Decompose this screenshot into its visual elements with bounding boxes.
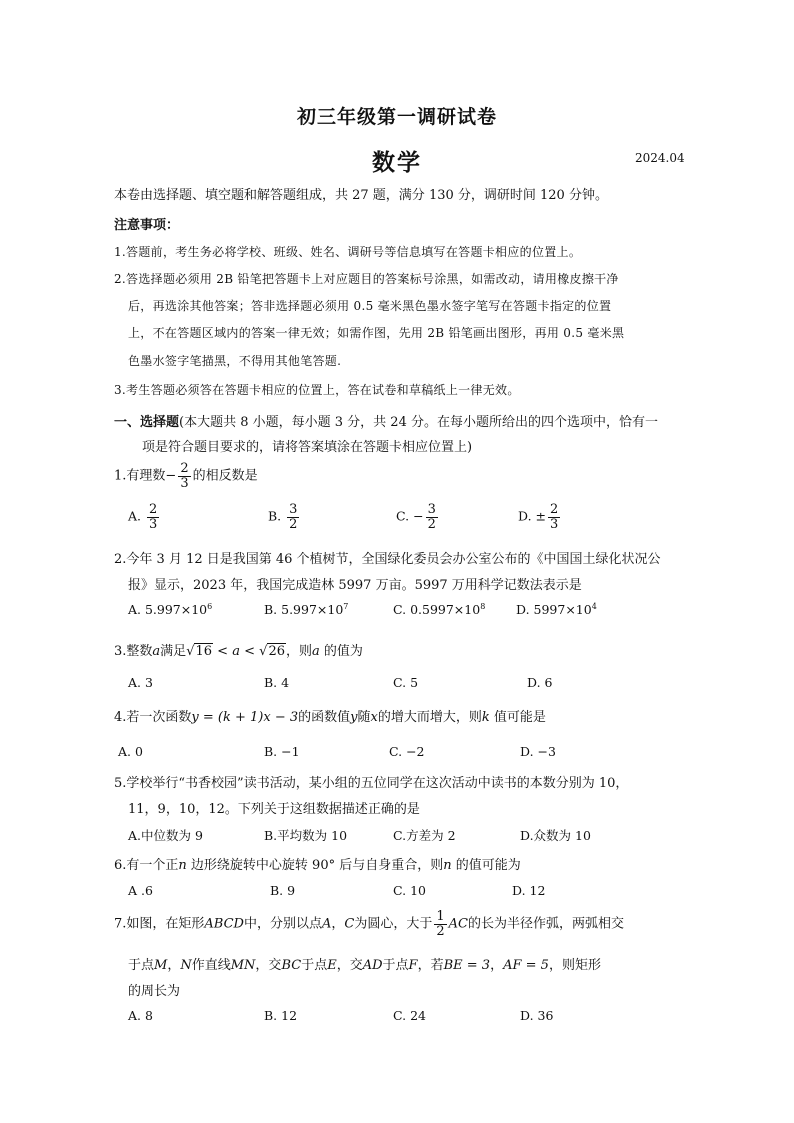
q7-text-3: ， (331, 916, 345, 932)
section-1-name: 选择题 (140, 415, 180, 430)
q1-option-a-fraction (147, 503, 159, 531)
q3-text-post2: 的值为 (319, 644, 363, 659)
q5-option-b: B.平均数为 10 (264, 828, 348, 843)
q4-text: 4.若一次函数 (114, 710, 192, 725)
q1-c-num: 3 (427, 502, 436, 517)
question-7-line2 (128, 954, 601, 973)
q2-option-d (516, 602, 597, 617)
question-4 (114, 706, 546, 725)
question-1 (114, 462, 258, 490)
q1-b-num: 3 (289, 502, 298, 517)
q4-var-y: y (350, 710, 358, 725)
q4-option-d: D. −3 (520, 744, 556, 759)
q7-option-c: C. 24 (393, 1008, 426, 1023)
q4-text-post: 值可能是 (489, 710, 546, 725)
q7-text-4: 为圆心，大于 (354, 916, 433, 932)
q7-text-6: 于点 (128, 958, 155, 973)
question-2-line2: 报》显示，2023 年，我国完成造林 5997 万亩。5997 万用科学记数法表示是 (128, 578, 582, 593)
question-3 (114, 640, 363, 659)
exam-intro: 本卷由选择题、填空题和解答题组成，共 27 题，满分 130 分，调研时间 120 分钟。 (114, 188, 608, 203)
q1-option-d-fraction (548, 503, 560, 531)
q3-var-a3: a (312, 644, 320, 659)
q7-point-e: E (327, 958, 337, 973)
q4-text-mid3: 的增大而增大，则 (377, 710, 482, 725)
q2-option-c-exp: 8 (480, 602, 486, 611)
q2-option-a-text: A. 5.997×10 (128, 602, 208, 618)
q1-option-d-sign: ± (535, 508, 547, 524)
q1-option-c-sign: − (413, 508, 424, 524)
q2-option-c-text: C. 0.5997×10 (393, 602, 481, 618)
q2-option-d-text: D. 5997×10 (516, 602, 592, 618)
subject-title: 数学 (372, 149, 422, 176)
question-2-line1: 2.今年 3 月 12 日是我国第 46 个植树节，全国绿化委员会办公室公布的《中国国土绿化状况公 (114, 552, 661, 567)
q7-text-12: 于点 (382, 958, 409, 973)
exam-date: 2024.04 (635, 151, 685, 165)
q7-text-2: 中，分别以点 (243, 916, 322, 932)
q1-d-den: 3 (550, 516, 559, 532)
q4-text-mid: 的函数值 (298, 710, 351, 725)
q7-text-8: 作直线 (191, 958, 231, 973)
q2-option-d-exp: 4 (591, 602, 597, 611)
q6-option-d: D. 12 (512, 883, 546, 898)
q1-text: 1.有理数 (114, 468, 166, 484)
q6-text-mid: 边形绕旋转中心旋转 90° 后与自身重合，则 (186, 858, 444, 873)
q1-minus: − (165, 468, 177, 484)
q6-option-c: C. 10 (393, 883, 426, 898)
q1-option-a-label: A. (128, 508, 142, 524)
q7-point-f: F (408, 958, 418, 973)
q3-option-c: C. 5 (393, 675, 419, 690)
q3-option-d: D. 6 (527, 675, 553, 690)
q2-option-a (128, 602, 212, 617)
q7-rect-abcd: ABCD (204, 916, 244, 932)
q1-option-b-fraction (287, 503, 299, 531)
q7-eq-af: AF = 5 (503, 958, 549, 973)
q1-frac-num: 2 (180, 461, 189, 476)
question-5-line2: 11，9，10，12。下列关于这组数据描述正确的是 (128, 802, 420, 817)
notice-item-2-line3: 上，不在答题区域内的答案一律无效；如需作图，先用 2B 铅笔画出图形，再用 0.5 毫米黑 (128, 326, 625, 340)
q7-frac-num: 1 (436, 909, 445, 924)
q7-point-a: A (321, 916, 332, 932)
question-7-line3: 的周长为 (128, 984, 181, 999)
q7-text-5: 的长为半径作弧，两弧相交 (467, 916, 624, 932)
q1-option-a (128, 503, 161, 531)
q3-lt-2: < (239, 644, 260, 659)
q7-text-1: 7.如图，在矩形 (114, 916, 205, 932)
q6-var-n: n (178, 858, 187, 873)
q1-frac-den: 3 (180, 475, 189, 491)
question-7-line1 (114, 910, 624, 938)
q7-text-15: ，则矩形 (548, 958, 601, 973)
q7-segment-ad: AD (362, 958, 383, 973)
q6-text: 6.有一个正 (114, 858, 179, 873)
q7-text-10: 于点 (301, 958, 328, 973)
notice-heading: 注意事项： (114, 218, 180, 233)
q5-option-a: A.中位数为 9 (128, 828, 203, 843)
q7-option-b: B. 12 (264, 1008, 298, 1023)
notice-item-3: 3.考生答题必须答在答题卡相应的位置上，答在试卷和草稿纸上一律无效。 (114, 383, 520, 397)
q1-a-den: 3 (149, 516, 158, 532)
q3-radicand-26: 26 (268, 644, 285, 659)
section-1-heading (114, 411, 658, 430)
q5-option-c: C.方差为 2 (393, 828, 456, 843)
q1-text-post: 的相反数是 (192, 468, 258, 484)
q3-lt-1: < (213, 644, 233, 659)
q7-point-n: N (180, 958, 192, 973)
q1-d-num: 2 (550, 502, 559, 517)
q3-radicand-16: 16 (195, 644, 213, 659)
q7-text-7: ， (167, 958, 181, 973)
q7-point-m: M (154, 958, 168, 973)
q2-option-c (393, 602, 485, 617)
q2-option-b (264, 602, 348, 617)
q7-option-d: D. 36 (520, 1008, 554, 1023)
q7-point-c: C (344, 916, 355, 932)
notice-item-2-line1: 2.答选择题必须用 2B 铅笔把答题卡上对应题目的答案标号涂黑，如需改动，请用橡皮擦干净 (114, 272, 619, 286)
notice-item-1: 1.答题前，考生务必将学校、班级、姓名、调研号等信息填写在答题卡相应的位置上。 (114, 245, 582, 259)
q3-option-b: B. 4 (264, 675, 290, 690)
q1-b-den: 2 (289, 516, 298, 532)
q7-text-9: ，交 (255, 958, 282, 973)
q2-option-a-exp: 6 (207, 602, 213, 611)
q3-sqrt-16: √16 (186, 644, 213, 659)
q1-a-num: 2 (149, 502, 158, 517)
q7-frac-den: 2 (436, 923, 445, 939)
q6-option-b: B. 9 (270, 883, 296, 898)
question-6 (114, 854, 521, 873)
q7-text-13: ，若 (417, 958, 444, 973)
q1-c-den: 2 (427, 516, 436, 532)
section-1-prefix: 一、 (114, 415, 141, 430)
q6-option-a: A .6 (128, 883, 153, 898)
q2-option-b-text: B. 5.997×10 (264, 602, 344, 618)
q1-option-c-label: C. (396, 508, 410, 524)
q3-text-mid: 满足 (160, 644, 187, 659)
q3-option-a: A. 3 (128, 675, 153, 690)
q7-option-a: A. 8 (128, 1008, 153, 1023)
q7-text-14: ， (490, 958, 504, 973)
q4-var-x: x (370, 710, 378, 725)
q6-text-post: 的值可能为 (451, 858, 521, 873)
q1-option-d (518, 503, 562, 531)
q7-text-11: ，交 (336, 958, 363, 973)
q2-option-b-exp: 7 (343, 602, 349, 611)
notice-item-2-line4: 色墨水签字笔描黑，不得用其他笔答题. (128, 354, 342, 368)
exam-title: 初三年级第一调研试卷 (296, 106, 497, 128)
q4-option-b: B. −1 (264, 744, 300, 759)
q7-line-mn: MN (230, 958, 256, 973)
q1-option-c (396, 503, 440, 531)
q3-text-post1: ，则 (285, 644, 312, 659)
q1-option-b-label: B. (268, 508, 282, 524)
section-1-desc-line2: 项是符合题目要求的，请将答案填涂在答题卡相应位置上) (142, 440, 473, 455)
q4-function-expr: y = (k + 1)x − 3 (191, 710, 299, 725)
q1-option-c-fraction (426, 503, 438, 531)
q7-segment-ac: AC (448, 916, 468, 932)
q3-sqrt-26: √26 (259, 644, 285, 659)
q3-var-a2: a (232, 644, 240, 659)
q6-var-n2: n (443, 858, 452, 873)
section-1-desc-line1: (本大题共 8 小题，每小题 3 分，共 24 分。在每小题所给出的四个选项中，恰有一 (179, 415, 658, 430)
q7-half-fraction (434, 910, 446, 938)
q5-option-d: D.众数为 10 (520, 828, 591, 843)
question-5-line1: 5.学校举行“书香校园”读书活动，某小组的五位同学在这次活动中读书的本数分别为 10， (114, 776, 629, 791)
q1-option-d-label: D. (518, 508, 532, 524)
q7-segment-bc: BC (281, 958, 302, 973)
q7-eq-be: BE = 3 (443, 958, 491, 973)
q4-text-mid2: 随 (357, 710, 371, 725)
q3-var-a: a (152, 644, 161, 659)
q3-text: 3.整数 (114, 644, 153, 659)
q1-option-b (268, 503, 301, 531)
q1-fraction (178, 462, 190, 490)
q4-option-c: C. −2 (389, 744, 425, 759)
q4-var-k: k (481, 710, 490, 725)
notice-item-2-line2: 后，再选涂其他答案；答非选择题必须用 0.5 毫米黑色墨水签字笔写在答题卡指定的位置 (128, 299, 612, 313)
q4-option-a: A. 0 (118, 744, 143, 759)
